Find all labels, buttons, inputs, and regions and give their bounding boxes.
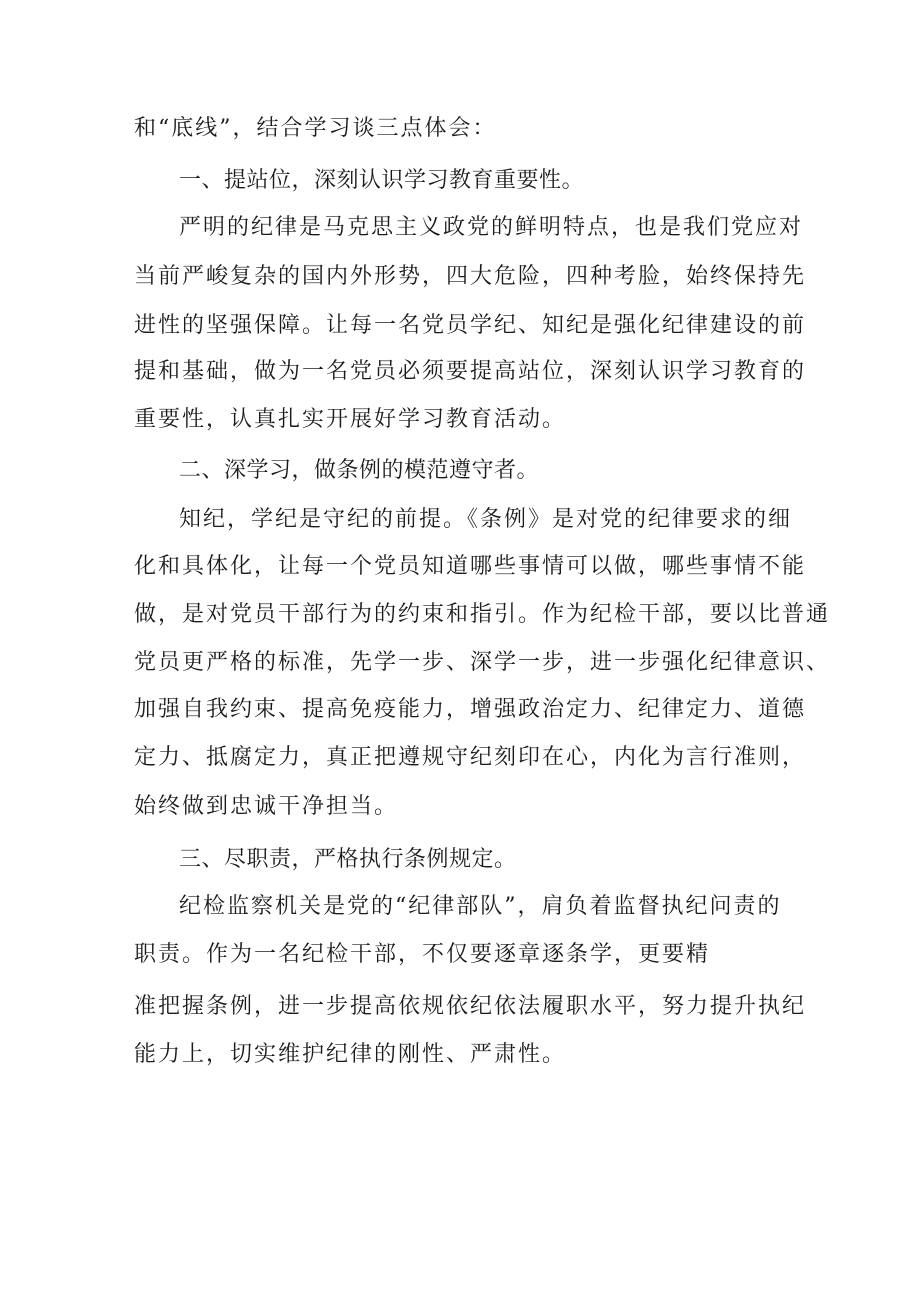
section-2-line: 党员更严格的标准，先学一步、深学一步，进一步强化纪律意识、 [134, 650, 831, 675]
section-3-line: 纪检监察机关是党的“纪律部队”，肩负着监督执纪问责的 [179, 894, 782, 919]
section-2-heading: 二、深学习，做条例的模范遵守者。 [179, 458, 540, 483]
intro-line: 和“底线”，结合学习谈三点体会： [134, 116, 497, 141]
section-1-line: 提和基础，做为一名党员必须要提高站位，深刻认识学习教育的 [134, 359, 807, 384]
section-3-line: 准把握条例，进一步提高依规依纪依法履职水平，努力提升执纪 [134, 994, 807, 1019]
section-3-heading: 三、尽职责，严格执行条例规定。 [179, 847, 517, 872]
section-2-line: 始终做到忠诚干净担当。 [134, 794, 399, 819]
section-1-line: 重要性，认真扎实开展好学习教育活动。 [134, 407, 567, 432]
section-2-line: 化和具体化，让每一个党员知道哪些事情可以做，哪些事情不能 [134, 554, 807, 579]
section-2-line: 做，是对党员干部行为的约束和指引。作为纪检干部，要以比普通 [134, 602, 831, 627]
section-1-line: 当前严峻复杂的国内外形势，四大危险，四种考脸，始终保持先 [134, 264, 807, 289]
section-2-line: 知纪，学纪是守纪的前提。《条例》是对党的纪律要求的细 [179, 507, 793, 532]
section-1-heading: 一、提站位，深刻认识学习教育重要性。 [179, 168, 585, 193]
section-2-line: 定力、抵腐定力，真正把遵规守纪刻印在心，内化为言行准则， [134, 745, 807, 770]
section-2-line: 加强自我约束、提高免疫能力，增强政治定力、纪律定力、道德 [134, 697, 807, 722]
section-3-line: 职责。作为一名纪检干部，不仅要逐章逐条学，更要精 [134, 942, 711, 967]
section-1-line: 进性的坚强保障。让每一名党员学纪、知纪是强化纪律建设的前 [134, 313, 807, 338]
section-1-line: 严明的纪律是马克思主义政党的鲜明特点，也是我们党应对 [179, 215, 804, 240]
section-3-line: 能力上，切实维护纪律的刚性、严肃性。 [134, 1042, 567, 1067]
